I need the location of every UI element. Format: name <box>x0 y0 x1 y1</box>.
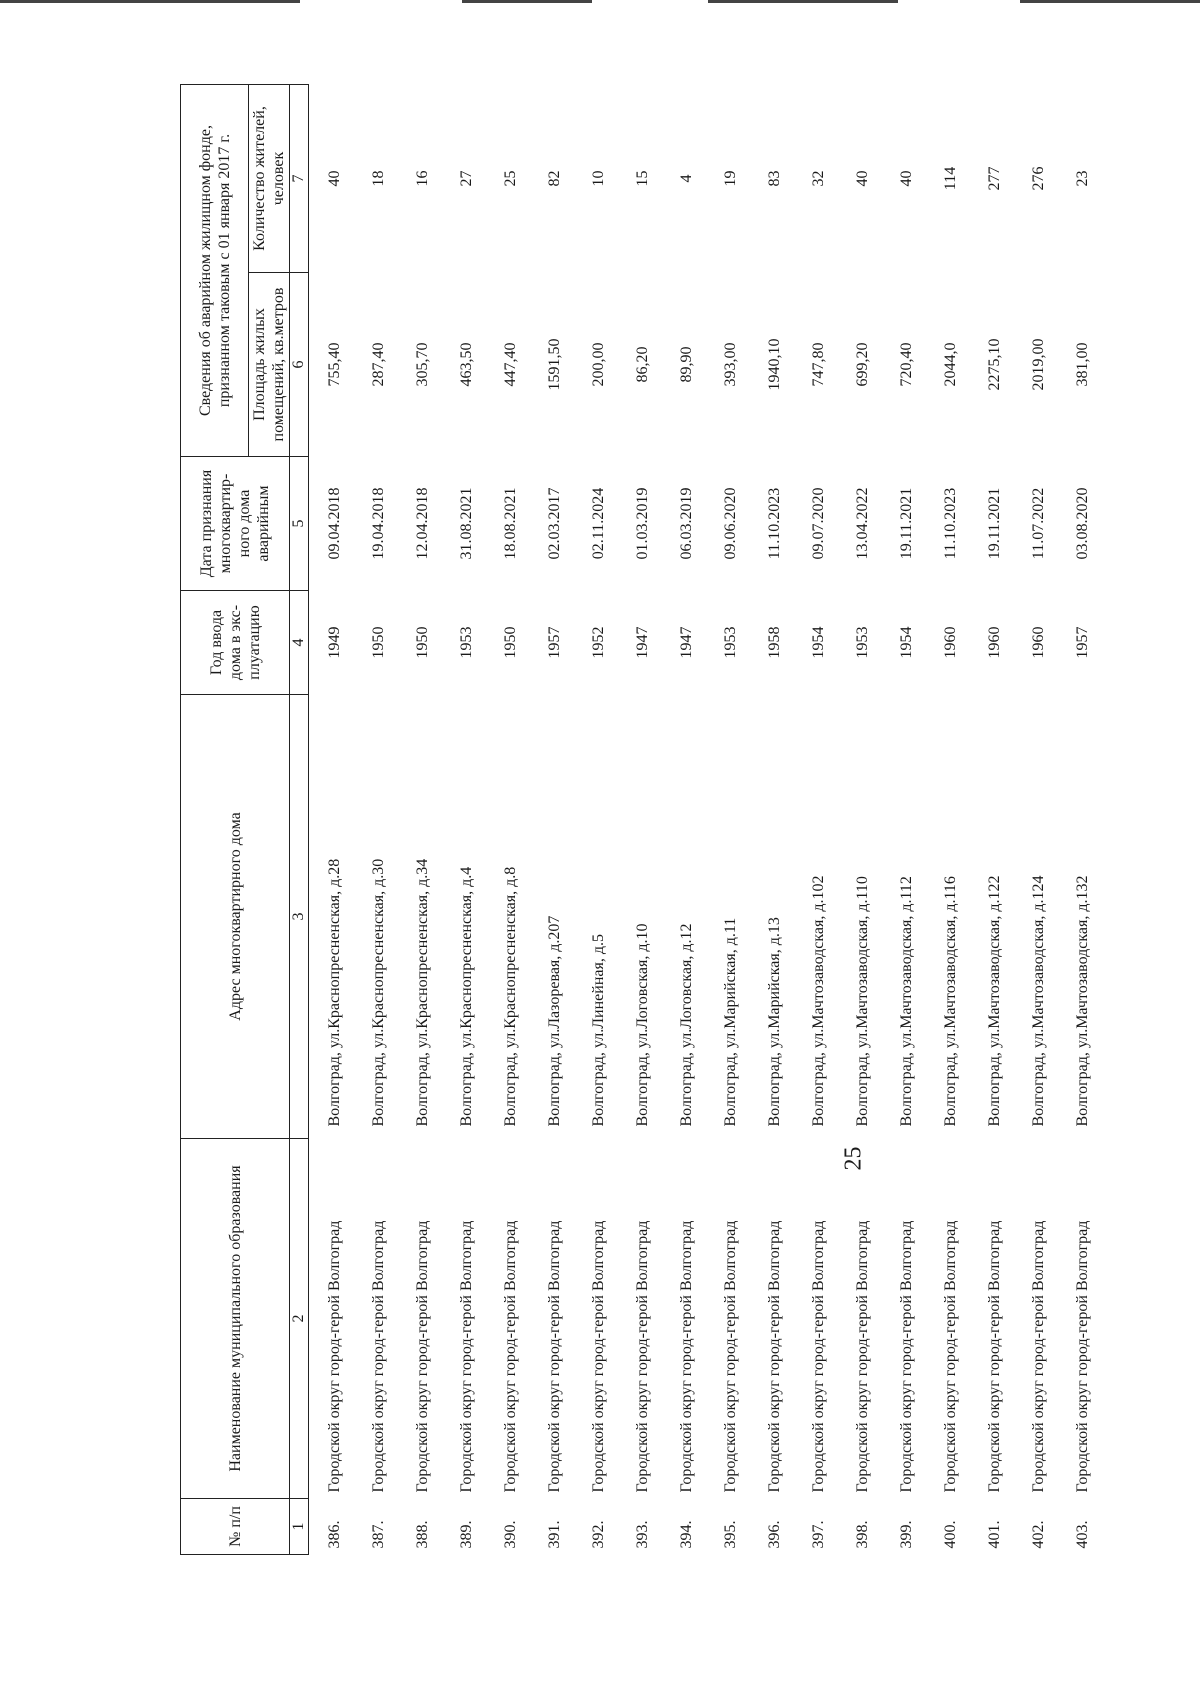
row-number: 400. <box>942 1520 959 1549</box>
area-cell: 1591,50 <box>546 338 563 391</box>
area-cell: 463,50 <box>458 342 475 387</box>
residents-cell: 25 <box>502 170 519 187</box>
municipality-cell: Городской округ город-герой Волгоград <box>326 1220 343 1493</box>
date-cell: 11.07.2022 <box>1030 487 1047 560</box>
table-row <box>401 85 445 1555</box>
row-number: 394. <box>678 1520 695 1549</box>
municipality-cell: Городской округ город-герой Волгоград <box>634 1220 651 1493</box>
table-row <box>489 85 533 1555</box>
year-cell: 1950 <box>502 626 519 659</box>
municipality-cell: Городской округ город-герой Волгоград <box>590 1220 607 1493</box>
table-row <box>357 85 401 1555</box>
residents-cell: 277 <box>986 166 1003 191</box>
header-area: Площадь жилых помещений, кв.метров <box>249 273 290 457</box>
row-number: 399. <box>898 1520 915 1549</box>
table-row <box>841 85 885 1555</box>
row-number: 387. <box>370 1520 387 1549</box>
municipality-cell: Городской округ город-герой Волгоград <box>986 1220 1003 1493</box>
address-cell: Волгоград, ул.Марийская, д.11 <box>722 917 739 1127</box>
year-cell: 1953 <box>458 626 475 659</box>
address-cell: Волгоград, ул.Мачтозаводская, д.122 <box>986 875 1003 1127</box>
residents-cell: 82 <box>546 170 563 187</box>
date-cell: 03.08.2020 <box>1074 487 1091 560</box>
area-cell: 89,90 <box>678 346 695 383</box>
table-row <box>929 85 973 1555</box>
address-cell: Волгоград, ул.Краснопресненская, д.28 <box>326 858 343 1127</box>
date-cell: 06.03.2019 <box>678 487 695 560</box>
table-row <box>753 85 797 1555</box>
date-cell: 02.11.2024 <box>590 487 607 560</box>
area-cell: 2275,10 <box>986 338 1003 391</box>
address-cell: Волгоград, ул.Мачтозаводская, д.110 <box>854 876 871 1127</box>
page-number: 25 <box>840 1146 867 1171</box>
residents-cell: 276 <box>1030 166 1047 191</box>
municipality-cell: Городской округ город-герой Волгоград <box>942 1220 959 1493</box>
header-year: Год ввода дома в экс-плуатацию <box>181 591 290 695</box>
row-number: 401. <box>986 1520 1003 1549</box>
year-cell: 1953 <box>854 626 871 659</box>
municipality-cell: Городской округ город-герой Волгоград <box>810 1220 827 1493</box>
row-number: 389. <box>458 1520 475 1549</box>
table-row <box>709 85 753 1555</box>
year-cell: 1953 <box>722 626 739 659</box>
date-cell: 19.11.2021 <box>986 487 1003 560</box>
residents-cell: 16 <box>414 170 431 187</box>
year-cell: 1960 <box>942 626 959 659</box>
residents-cell: 40 <box>854 170 871 187</box>
municipality-cell: Городской округ город-герой Волгоград <box>678 1220 695 1493</box>
row-number: 390. <box>502 1520 519 1549</box>
date-cell: 18.08.2021 <box>502 487 519 560</box>
address-cell: Волгоград, ул.Краснопресненская, д.34 <box>414 858 431 1127</box>
residents-cell: 32 <box>810 170 827 187</box>
column-index: 5 <box>290 457 309 591</box>
column-index: 6 <box>290 273 309 457</box>
year-cell: 1960 <box>1030 626 1047 659</box>
address-cell: Волгоград, ул.Логовская, д.10 <box>634 923 651 1127</box>
address-cell: Волгоград, ул.Мачтозаводская, д.132 <box>1074 875 1091 1127</box>
year-cell: 1954 <box>810 626 827 659</box>
area-cell: 393,00 <box>722 342 739 387</box>
year-cell: 1954 <box>898 626 915 659</box>
table-row <box>1061 85 1105 1555</box>
row-number: 398. <box>854 1520 871 1549</box>
rotated-table-container <box>180 85 1091 1555</box>
row-number: 396. <box>766 1520 783 1549</box>
date-cell: 31.08.2021 <box>458 487 475 560</box>
table-row <box>665 85 709 1555</box>
area-cell: 2019,00 <box>1030 338 1047 391</box>
scan-edge-line <box>1020 0 1200 3</box>
municipality-cell: Городской округ город-герой Волгоград <box>546 1220 563 1493</box>
row-number: 402. <box>1030 1520 1047 1549</box>
date-cell: 01.03.2019 <box>634 487 651 560</box>
date-cell: 19.11.2021 <box>898 487 915 560</box>
row-number: 403. <box>1074 1520 1091 1549</box>
table-row <box>445 85 489 1555</box>
residents-cell: 83 <box>766 170 783 187</box>
table-row <box>577 85 621 1555</box>
column-index: 2 <box>290 1139 309 1499</box>
year-cell: 1947 <box>678 626 695 659</box>
year-cell: 1960 <box>986 626 1003 659</box>
table-row <box>797 85 841 1555</box>
column-index: 1 <box>290 1499 309 1555</box>
address-cell: Волгоград, ул.Краснопресненская, д.4 <box>458 866 475 1127</box>
municipality-cell: Городской округ город-герой Волгоград <box>898 1220 915 1493</box>
address-cell: Волгоград, ул.Краснопресненская, д.30 <box>370 858 387 1127</box>
municipality-cell: Городской округ город-герой Волгоград <box>722 1220 739 1493</box>
residents-cell: 40 <box>326 170 343 187</box>
date-cell: 11.10.2023 <box>942 487 959 560</box>
residents-cell: 19 <box>722 170 739 187</box>
municipality-cell: Городской округ город-герой Волгоград <box>370 1220 387 1493</box>
year-cell: 1949 <box>326 626 343 659</box>
residents-cell: 27 <box>458 170 475 187</box>
year-cell: 1950 <box>370 626 387 659</box>
municipality-cell: Городской округ город-герой Волгоград <box>766 1220 783 1493</box>
table-row <box>533 85 577 1555</box>
column-index: 3 <box>290 695 309 1139</box>
residents-cell: 4 <box>678 174 695 183</box>
date-cell: 09.04.2018 <box>326 487 343 560</box>
table-row <box>885 85 929 1555</box>
address-cell: Волгоград, ул.Марийская, д.13 <box>766 917 783 1127</box>
table-row <box>973 85 1017 1555</box>
date-cell: 19.04.2018 <box>370 487 387 560</box>
table-row <box>621 85 665 1555</box>
header-address: Адрес многоквартирного дома <box>181 695 290 1139</box>
address-cell: Волгоград, ул.Краснопресненская, д.8 <box>502 866 519 1127</box>
row-number: 388. <box>414 1520 431 1549</box>
year-cell: 1958 <box>766 626 783 659</box>
address-cell: Волгоград, ул.Мачтозаводская, д.124 <box>1030 875 1047 1127</box>
municipality-cell: Городской округ город-герой Волгоград <box>414 1220 431 1493</box>
scan-edge-line <box>462 0 592 3</box>
municipality-cell: Городской округ город-герой Волгоград <box>1030 1220 1047 1493</box>
header-date: Дата признания многоквартир-ного дома аварийным <box>181 457 290 591</box>
area-cell: 305,70 <box>414 342 431 387</box>
date-cell: 13.04.2022 <box>854 487 871 560</box>
residents-cell: 10 <box>590 170 607 187</box>
scan-edge-line <box>0 0 300 3</box>
header-residents: Количество жителей, человек <box>249 85 290 273</box>
area-cell: 200,00 <box>590 342 607 387</box>
row-number: 397. <box>810 1520 827 1549</box>
address-cell: Волгоград, ул.Логовская, д.12 <box>678 923 695 1127</box>
area-cell: 447,40 <box>502 342 519 387</box>
date-cell: 02.03.2017 <box>546 487 563 560</box>
residents-cell: 18 <box>370 170 387 187</box>
year-cell: 1950 <box>414 626 431 659</box>
area-cell: 720,40 <box>898 342 915 387</box>
address-cell: Волгоград, ул.Мачтозаводская, д.102 <box>810 875 827 1127</box>
municipality-cell: Городской округ город-герой Волгоград <box>458 1220 475 1493</box>
table-row <box>1017 85 1061 1555</box>
year-cell: 1952 <box>590 626 607 659</box>
year-cell: 1957 <box>1074 626 1091 659</box>
row-number: 386. <box>326 1520 343 1549</box>
residents-cell: 40 <box>898 170 915 187</box>
address-cell: Волгоград, ул.Мачтозаводская, д.116 <box>942 876 959 1127</box>
residents-cell: 23 <box>1074 170 1091 187</box>
residents-cell: 114 <box>942 166 959 191</box>
date-cell: 11.10.2023 <box>766 487 783 560</box>
header-num: № п/п <box>181 1499 290 1555</box>
table-body <box>309 85 1106 1555</box>
row-number: 395. <box>722 1520 739 1549</box>
area-cell: 2044,0 <box>942 342 959 387</box>
area-cell: 699,20 <box>854 342 871 387</box>
municipality-cell: Городской округ город-герой Волгоград <box>854 1220 871 1493</box>
column-index-row <box>290 85 309 1555</box>
area-cell: 381,00 <box>1074 342 1091 387</box>
municipality-cell: Городской округ город-герой Волгоград <box>1074 1220 1091 1493</box>
area-cell: 747,80 <box>810 342 827 387</box>
table-row <box>309 85 358 1555</box>
date-cell: 09.06.2020 <box>722 487 739 560</box>
scan-edge-line <box>708 0 898 3</box>
column-index: 7 <box>290 85 309 273</box>
date-cell: 09.07.2020 <box>810 487 827 560</box>
year-cell: 1957 <box>546 626 563 659</box>
header-group: Сведения об аварийном жилищном фонде, признанном таковым с 01 января 2017 г. <box>181 85 249 457</box>
row-number: 391. <box>546 1520 563 1549</box>
date-cell: 12.04.2018 <box>414 487 431 560</box>
address-cell: Волгоград, ул.Мачтозаводская, д.112 <box>898 876 915 1127</box>
year-cell: 1947 <box>634 626 651 659</box>
area-cell: 755,40 <box>326 342 343 387</box>
header-municipality: Наименование муниципального образования <box>181 1139 290 1499</box>
column-index: 4 <box>290 591 309 695</box>
row-number: 393. <box>634 1520 651 1549</box>
area-cell: 287,40 <box>370 342 387 387</box>
residents-cell: 15 <box>634 170 651 187</box>
emergency-housing-table <box>180 84 1105 1555</box>
row-number: 392. <box>590 1520 607 1549</box>
area-cell: 86,20 <box>634 346 651 383</box>
address-cell: Волгоград, ул.Линейная, д.5 <box>590 934 607 1127</box>
area-cell: 1940,10 <box>766 338 783 391</box>
municipality-cell: Городской округ город-герой Волгоград <box>502 1220 519 1493</box>
address-cell: Волгоград, ул.Лазоревая, д.207 <box>546 915 563 1127</box>
